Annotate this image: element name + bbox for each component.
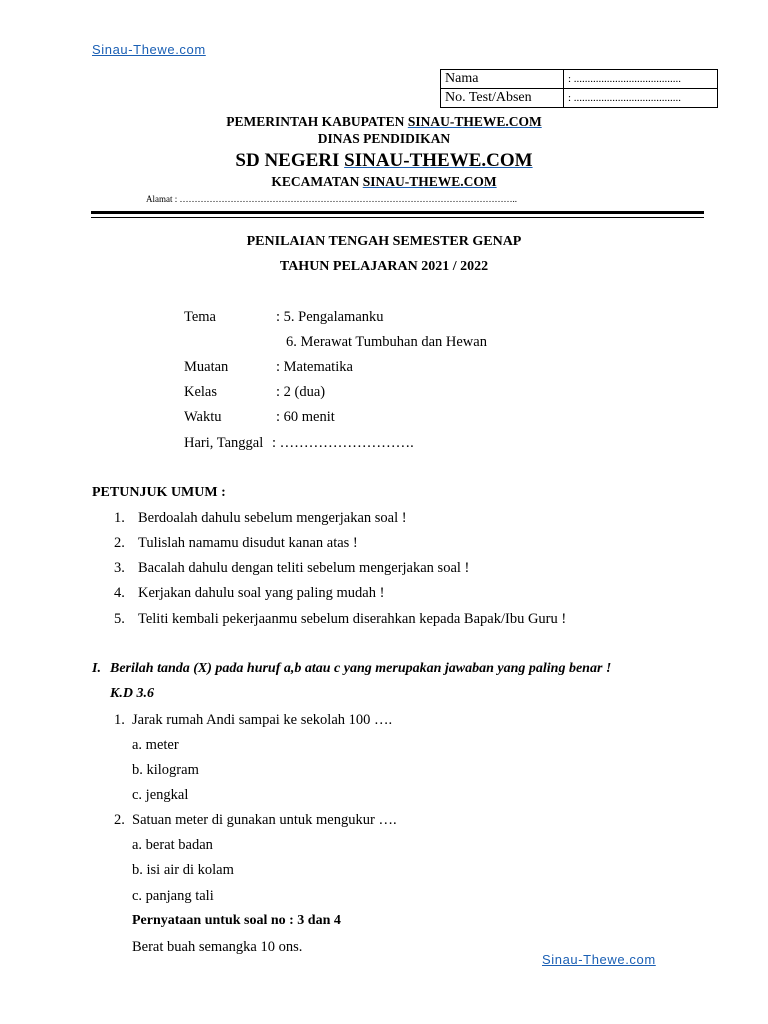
header-government-prefix: PEMERINTAH KABUPATEN: [226, 114, 408, 129]
answer-option[interactable]: a. meter: [132, 737, 179, 753]
info-label-tanggal: Hari, Tanggal: [184, 435, 264, 451]
identity-value[interactable]: : .......................................: [564, 70, 718, 89]
question-text: Satuan meter di gunakan untuk mengukur ….: [132, 812, 397, 828]
section-kd: K.D 3.6: [110, 686, 154, 701]
instruction-number: 2.: [114, 535, 125, 551]
answer-option[interactable]: b. kilogram: [132, 762, 199, 778]
instruction-text: Kerjakan dahulu soal yang paling mudah !: [138, 585, 385, 601]
answer-option[interactable]: a. berat badan: [132, 837, 213, 853]
info-label-muatan: Muatan: [184, 359, 229, 375]
info-label-kelas: Kelas: [184, 384, 218, 400]
info-label-waktu: Waktu: [184, 409, 222, 425]
school-name-prefix: SD NEGERI: [235, 150, 345, 171]
question-text: Jarak rumah Andi sampai ke sekolah 100 ….: [132, 712, 393, 728]
identity-label: Nama: [441, 70, 564, 89]
identity-row-name: [441, 70, 718, 89]
info-value-waktu: : 60 menit: [276, 409, 335, 425]
instructions-heading: PETUNJUK UMUM :: [92, 485, 226, 500]
statement-heading: Pernyataan untuk soal no : 3 dan 4: [132, 913, 341, 928]
header-government: [0, 114, 768, 130]
section-numeral: I.: [92, 661, 101, 676]
header-district-prefix: KECAMATAN: [271, 174, 363, 189]
exam-year: TAHUN PELAJARAN 2021 / 2022: [279, 259, 489, 274]
header-district: [0, 174, 768, 190]
answer-option[interactable]: c. jengkal: [132, 787, 189, 803]
identity-value[interactable]: : .......................................: [564, 89, 718, 108]
instruction-number: 5.: [114, 611, 125, 627]
instruction-text: Bacalah dahulu dengan teliti sebelum mengerjakan soal !: [138, 560, 470, 576]
watermark-link-top[interactable]: Sinau-Thewe.com: [92, 42, 206, 57]
info-value-kelas: : 2 (dua): [276, 384, 326, 400]
header-rule-thick: [91, 211, 704, 214]
answer-option[interactable]: b. isi air di kolam: [132, 862, 234, 878]
answer-option[interactable]: c. panjang tali: [132, 888, 214, 904]
identity-box: [440, 69, 718, 108]
identity-row-test: [441, 89, 718, 108]
info-label-tema: Tema: [184, 309, 216, 325]
instruction-text: Teliti kembali pekerjaanmu sebelum diserahkan kepada Bapak/Ibu Guru !: [138, 611, 567, 627]
watermark-link-bottom[interactable]: Sinau-Thewe.com: [542, 952, 656, 967]
instruction-number: 1.: [114, 510, 125, 526]
exam-title: PENILAIAN TENGAH SEMESTER GENAP: [246, 234, 522, 249]
info-value-tanggal: : ……………………….: [272, 435, 414, 451]
identity-label: No. Test/Absen: [441, 89, 564, 108]
header-government-link[interactable]: SINAU-THEWE.COM: [407, 114, 542, 129]
instruction-number: 4.: [114, 585, 125, 601]
header-rule-thin: [91, 217, 704, 218]
header-department: DINAS PENDIDIKAN: [317, 131, 451, 146]
info-value-tema: : 5. Pengalamanku: [276, 309, 384, 325]
question-number: 1.: [114, 712, 125, 728]
instruction-text: Tulislah namamu disudut kanan atas !: [138, 535, 358, 551]
instruction-number: 3.: [114, 560, 125, 576]
header-district-link[interactable]: SINAU-THEWE.COM: [362, 174, 497, 189]
school-name: [0, 150, 768, 172]
section-title: Berilah tanda (X) pada huruf a,b atau c yang merupakan jawaban yang paling benar !: [110, 661, 612, 676]
question-number: 2.: [114, 812, 125, 828]
school-name-link[interactable]: SINAU-THEWE.COM: [344, 150, 533, 171]
address-line: Alamat : …………………………………………………………………………………………………..: [146, 194, 517, 204]
instruction-text: Berdoalah dahulu sebelum mengerjakan soal !: [138, 510, 407, 526]
info-value-tema-2: 6. Merawat Tumbuhan dan Hewan: [286, 334, 487, 350]
statement-text: Berat buah semangka 10 ons.: [132, 939, 303, 955]
info-value-muatan: : Matematika: [276, 359, 353, 375]
